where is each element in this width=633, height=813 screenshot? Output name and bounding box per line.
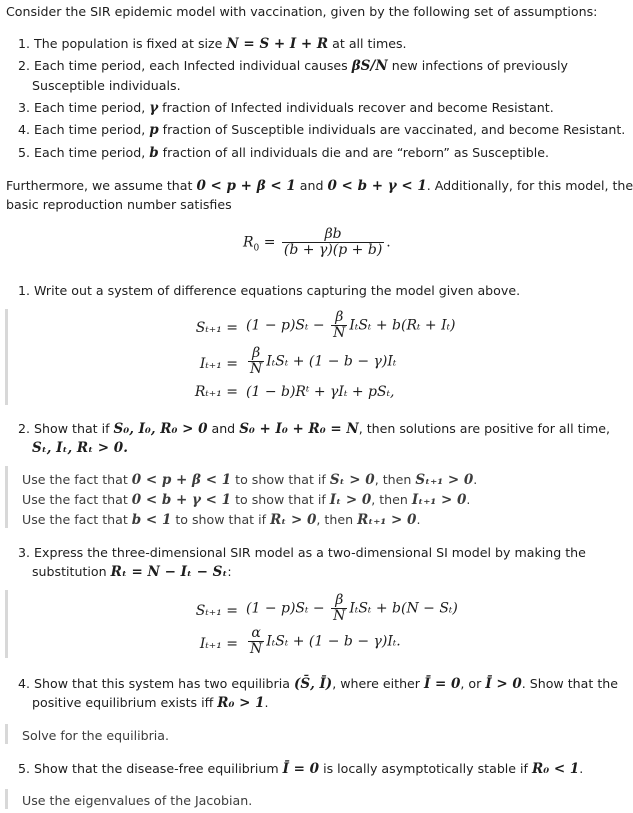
assumption-2: 2. Each time period, each Infected individual causes βS/N new infections of previously [18, 58, 568, 74]
task-3-continued: substitution Rₜ = N − Iₜ − Sₜ: [32, 564, 232, 580]
assumption-3: 3. Each time period, γ fraction of Infected individuals recover and become Resistant. [18, 100, 554, 116]
hint-5: Use the eigenvalues of the Jacobian. [22, 793, 253, 808]
answer-bar-1 [5, 309, 8, 405]
task-3: 3. Express the three-dimensional SIR model as a two-dimensional SI model by making the [18, 545, 586, 560]
task-4: 4. Show that this system has two equilibria (S̄, Ī), where either Ī = 0, or Ī > 0. Show that the [18, 676, 618, 692]
answer-bar-3 [5, 590, 8, 658]
hint-2-a: Use the fact that 0 < p + β < 1 to show that if Sₜ > 0, then Sₜ₊₁ > 0. [22, 472, 478, 488]
task-1: 1. Write out a system of difference equations capturing the model given above. [18, 283, 521, 298]
furthermore-line2: basic reproduction number satisfies [6, 197, 232, 212]
hint-4: Solve for the equilibria. [22, 728, 170, 743]
hint-2-b: Use the fact that 0 < b + γ < 1 to show that if Iₜ > 0, then Iₜ₊₁ > 0. [22, 492, 471, 508]
intro-text: Consider the SIR epidemic model with vaccination, given by the following set of assumptions: [6, 4, 598, 19]
task-5: 5. Show that the disease-free equilibrium Ī = 0 is locally asymptotically stable if R₀ < 1. [18, 761, 584, 777]
task-2: 2. Show that if S₀, I₀, R₀ > 0 and S₀ + I₀ + R₀ = N, then solutions are positive for all time, [18, 421, 611, 437]
assumption-1: 1. The population is fixed at size N = S + I + R at all times. [18, 36, 407, 52]
furthermore-paragraph: Furthermore, we assume that 0 < p + β < 1 and 0 < b + γ < 1. Additionally, for this model, the [6, 178, 633, 194]
task-4-continued: positive equilibrium exists iff R₀ > 1. [32, 695, 269, 711]
hint-bar-4 [5, 724, 8, 744]
hint-2-c: Use the fact that b < 1 to show that if Rₜ > 0, then Rₜ₊₁ > 0. [22, 512, 421, 528]
r0-formula: $R_0$ = $\frac{\beta b}{(b + \gamma)(p + b)}$ . [243, 226, 391, 258]
task-2-continued: Sₜ, Iₜ, Rₜ > 0. [32, 440, 128, 456]
assumption-2-continued: Susceptible individuals. [32, 78, 181, 93]
hint-bar-2 [5, 466, 8, 528]
hint-bar-5 [5, 789, 8, 809]
assumption-4: 4. Each time period, p fraction of Susceptible individuals are vaccinated, and become Resistant. [18, 122, 626, 138]
assumption-5: 5. Each time period, b fraction of all individuals die and are “reborn” as Susceptible. [18, 145, 550, 161]
